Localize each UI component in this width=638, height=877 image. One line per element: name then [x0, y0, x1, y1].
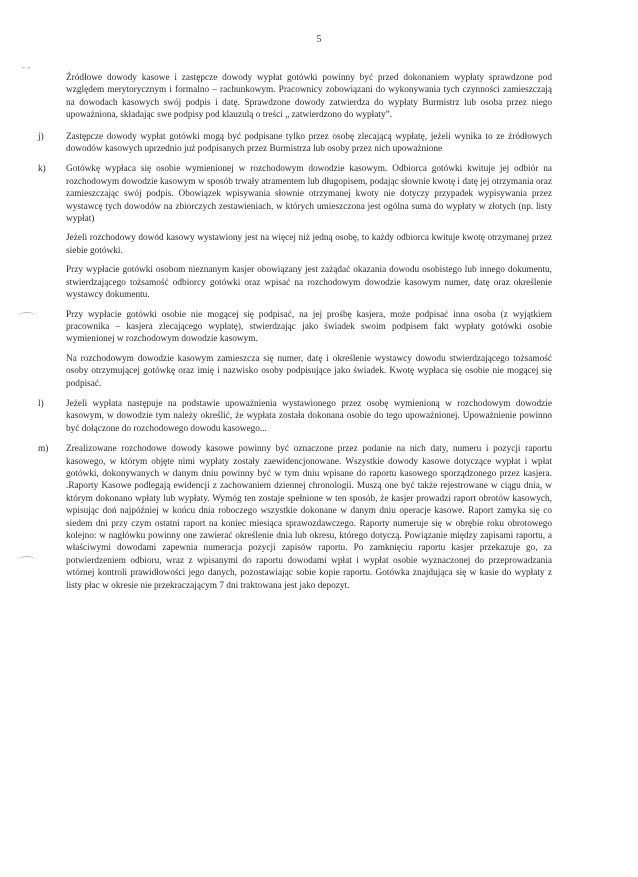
punch-hole-mark — [18, 312, 36, 321]
intro-paragraph: Źródłowe dowody kasowe i zastępcze dowody wypłat gotówki powinny być przed dokonaniem wypłaty sprawdzone pod względem merytorycznym i formalno – rachunkowym. Pracownicy zobowiązani do wykonywania tych czynności zamieszczają na dowodach kasowych swój podpis i datę. Sprawdzone dowody zatwierdza do wypłaty Burmistrz lub osoba przez niego upoważniona, składając swe podpisy pod klauzulą o treści „ zatwierdzono do wypłaty”. — [66, 73, 552, 121]
list-item-k — [38, 163, 552, 390]
item-label: l) — [38, 398, 44, 409]
item-paragraph: Jeżeli wypłata następuje na podstawie upoważnienia wystawionego przez osobę wymienioną w rozchodowym dowodzie kasowym, w dowodzie tym należy określić, że wypłata została dokonana osobie do tego upoważnionej. Upoważnienie powinno być dołączone do rozchodowego dowodu kasowego... — [66, 398, 552, 434]
item-paragraph: Przy wypłacie gotówki osobie nie mogącej się podpisać, na jej prośbę kasjera, może podpisać inna osoba (z wyjątkiem pracownika – kasjera zlecającego wypłatę), stwierdzając jako świadek swoim podpisem fakt wypłaty gotówki osobie wymienionej w rozchodowym dowodzie kasowym. — [66, 309, 552, 345]
item-paragraph: Na rozchodowym dowodzie kasowym zamieszcza się numer, datę i określenie wystawcy dowodu stwierdzającego tożsamość osoby otrzymującej gotówkę oraz imię i nazwisko osoby podpisujące jako świadek. Kwotę wypłaca się osobie nie mogącej się podpisać. — [66, 353, 552, 389]
item-paragraph: Zrealizowane rozchodowe dowody kasowe powinny być oznaczone przez podanie na nich daty, numeru i pozycji raportu kasowego, w którym objęte nimi wypłaty zostały zaewidencjonowane. Wszystkie dowody kasowe dotyczące wypłat i wpłat gotówki, dokonywanych w danym dniu powinny być w tym dniu wpisane do raportu kasowego sporządzonego przez kasjera. .Raporty Kasowe podlegają ewidencji z zachowaniem dziennej chronologii. Muszą one być także rejestrowane w ciągu dnia, w którym dokonano wpłaty lub wypłaty. Wymóg ten zostaje spełnione w ten sposób, że kasjer prowadzi raport obrotów kasowych, wpisując doń najpóźniej w końcu dnia roboczego wszystkie dokonane w danym dniu operacje kasowe. Raport zamyka się co siedem dni przy czym ostatni raport na koniec miesiąca sprawozdawczego. Raporty numeruje się w obrębie roku obrotowego kolejno: w nagłówku powinny one zawierać określenie dnia lub okresu, którego dotyczą. Powiązanie między zapisami raportu, a właściwymi dowodami zapewnia numeracja pozycji zapisów raportu. Po zamknięciu raportu kasjer przekazuje go, za potwierdzeniem odbioru, wraz z wpisanymi do raportu dowodami wpłat i wypłat osobie wyznaczonej do przeprowadzania wtórnej kontroli prawidłowości jego danych, pozostawiając sobie kopie raportu. Gotówka znajdująca się w kasie do wypłaty z listy płac w okresie nie przekraczającym 7 dni traktowana jest jako depozyt. — [66, 444, 552, 591]
item-paragraph: Zastępcze dowody wypłat gotówki mogą być podpisane tylko przez osobę zlecającą wypłatę, jeżeli wynika to ze źródłowych dowodów kasowych uprzednio już podpisanych przez Burmistrza lub osoby przez nich upoważnione — [66, 131, 552, 155]
item-paragraph: Jeżeli rozchodowy dowód kasowy wystawiony jest na więcej niż jedną osobę, to każdy odbiorca kwituje kwotę otrzymanej przez siebie gotówki. — [66, 233, 552, 256]
item-label: k) — [38, 164, 46, 175]
punch-hole-mark — [18, 556, 36, 565]
list-item-j — [38, 131, 552, 156]
list-item-l — [38, 398, 552, 435]
page-number: 5 — [316, 34, 322, 45]
item-paragraph: Gotówkę wypłaca się osobie wymienionej w rozchodowym dowodzie kasowym. Odbiorca gotówki kwituje jej odbiór na rozchodowym dowodzie kasowym w sposób trwały atramentem lub długopisem, podając słownie kwotę i datę jej otrzymania oraz zamieszczając swój podpis. Obowiązek wpisywania słownie otrzymanej kwoty nie dotyczy przypadek wypisywania przez wystawcę tych dowodów na zbiorczych zestawieniach, w których umieszczona jest ogólna suma do wypłaty w złotych (np. listy wypłat) — [66, 164, 552, 225]
item-label: j) — [38, 131, 44, 142]
list-item-m — [38, 443, 552, 592]
document-body — [38, 72, 552, 600]
item-paragraph: Przy wypłacie gotówki osobom nieznanym kasjer obowiązany jest zażądać okazania dowodu osobistego lub innego dokumentu, stwierdzającego tożsamość odbiorcy gotówki oraz wpisać na rozchodowym dowodzie kasowym numer, datę oraz określenie wystawcy dokumentu. — [66, 265, 552, 301]
margin-mark: - - — [22, 62, 31, 72]
item-label: m) — [38, 444, 49, 455]
